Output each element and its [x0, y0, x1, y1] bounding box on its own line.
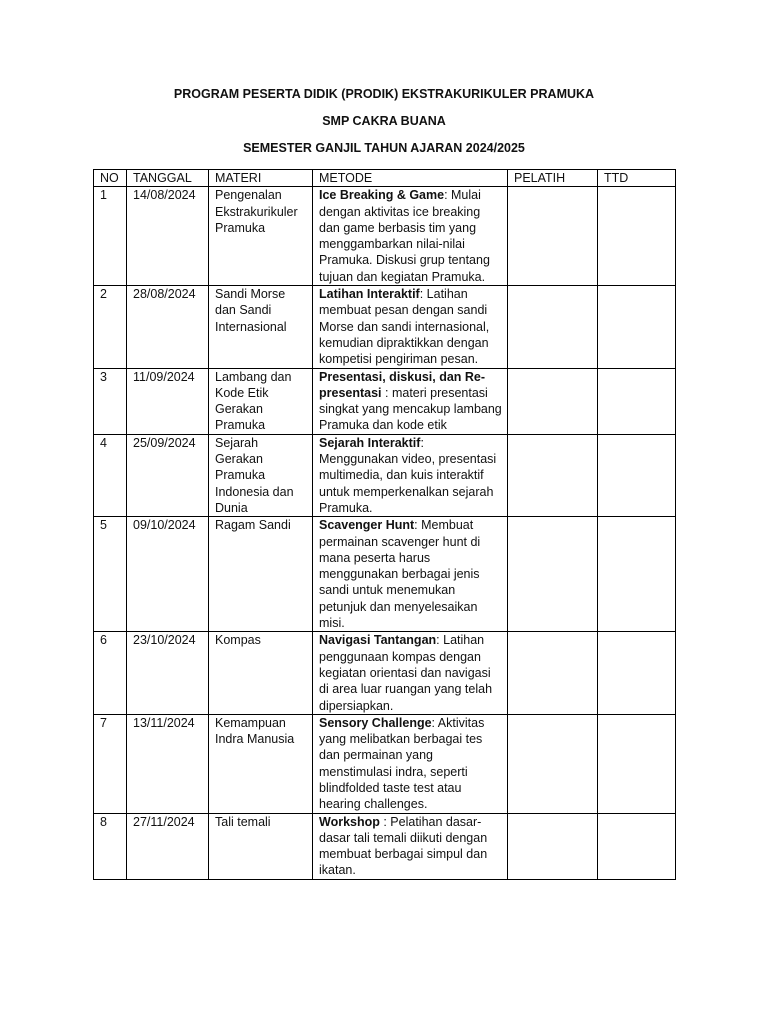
cell-tanggal: 11/09/2024 — [127, 368, 209, 434]
cell-pelatih — [508, 517, 598, 632]
metode-text: : Membuat permainan scavenger hunt di mana peserta harus menggunakan berbagai jenis sandi untuk menemukan petunjuk dan menyelesaikan misi. — [319, 518, 481, 631]
cell-ttd — [598, 286, 676, 368]
table-header-row — [94, 170, 676, 187]
cell-no: 1 — [94, 187, 127, 286]
cell-pelatih — [508, 368, 598, 434]
cell-metode — [313, 434, 508, 516]
cell-tanggal: 25/09/2024 — [127, 434, 209, 516]
cell-metode — [313, 813, 508, 879]
cell-ttd — [598, 813, 676, 879]
cell-no: 4 — [94, 434, 127, 516]
metode-text: : Latihan membuat pesan dengan sandi Morse dan sandi internasional, kemudian dipraktikkan dengan kompetisi pengiriman pesan. — [319, 287, 490, 367]
metode-text: : Latihan penggunaan kompas dengan kegiatan orientasi dan navigasi di area luar ruangan yang telah dipersiapkan. — [319, 633, 493, 713]
metode-text: : Aktivitas yang melibatkan berbagai tes dan permainan yang menstimulasi indra, seperti blindfolded taste test atau hearing challenges. — [319, 715, 485, 812]
metode-text: : Pelatihan dasar-dasar tali temali diikuti dengan membuat berbagai simpul dan ikatan. — [319, 814, 488, 878]
metode-lead: Sensory Challenge — [319, 715, 432, 730]
cell-tanggal: 09/10/2024 — [127, 517, 209, 632]
metode-lead: Ice Breaking & Game — [319, 188, 445, 203]
cell-pelatih — [508, 434, 598, 516]
table-row — [94, 632, 676, 714]
cell-metode — [313, 517, 508, 632]
cell-ttd — [598, 517, 676, 632]
cell-materi: Pengenalan Ekstrakurikuler Pramuka — [209, 187, 313, 286]
cell-no: 7 — [94, 714, 127, 813]
cell-materi: Ragam Sandi — [209, 517, 313, 632]
cell-tanggal: 13/11/2024 — [127, 714, 209, 813]
cell-metode — [313, 368, 508, 434]
header-metode: METODE — [313, 170, 508, 187]
cell-metode — [313, 187, 508, 286]
document-header — [0, 86, 768, 167]
header-tanggal: TANGGAL — [127, 170, 209, 187]
cell-tanggal: 14/08/2024 — [127, 187, 209, 286]
cell-pelatih — [508, 286, 598, 368]
header-materi: MATERI — [209, 170, 313, 187]
metode-lead: Latihan Interaktif — [319, 287, 420, 302]
metode-text: : Menggunakan video, presentasi multimedia, dan kuis interaktif untuk memperkenalkan sejarah Pramuka. — [319, 435, 497, 515]
cell-tanggal: 28/08/2024 — [127, 286, 209, 368]
metode-lead: Sejarah Interaktif — [319, 435, 421, 450]
cell-materi: Sandi Morse dan Sandi Internasional — [209, 286, 313, 368]
table-row — [94, 434, 676, 516]
cell-metode — [313, 714, 508, 813]
cell-ttd — [598, 187, 676, 286]
cell-tanggal: 23/10/2024 — [127, 632, 209, 714]
table-row — [94, 813, 676, 879]
cell-pelatih — [508, 813, 598, 879]
header-ttd: TTD — [598, 170, 676, 187]
cell-materi: Lambang dan Kode Etik Gerakan Pramuka — [209, 368, 313, 434]
metode-lead: Workshop — [319, 814, 380, 829]
cell-materi: Sejarah Gerakan Pramuka Indonesia dan Dunia — [209, 434, 313, 516]
cell-materi: Kompas — [209, 632, 313, 714]
cell-materi: Tali temali — [209, 813, 313, 879]
header-no: NO — [94, 170, 127, 187]
cell-pelatih — [508, 714, 598, 813]
metode-text: : Mulai dengan aktivitas ice breaking dan game berbasis tim yang menggambarkan nilai-nilai Pramuka. Diskusi grup tentang tujuan dan kegiatan Pramuka. — [319, 188, 490, 284]
cell-pelatih — [508, 632, 598, 714]
cell-no: 5 — [94, 517, 127, 632]
metode-lead: Presentasi, diskusi, dan Re-presentasi — [319, 369, 486, 400]
cell-no: 2 — [94, 286, 127, 368]
cell-metode — [313, 286, 508, 368]
metode-lead: Navigasi Tantangan — [319, 633, 437, 648]
cell-materi: Kemampuan Indra Manusia — [209, 714, 313, 813]
cell-tanggal: 27/11/2024 — [127, 813, 209, 879]
table-row — [94, 286, 676, 368]
table-row — [94, 517, 676, 632]
metode-text: : materi presentasi singkat yang mencakup lambang Pramuka dan kode etik — [319, 385, 502, 433]
cell-metode — [313, 632, 508, 714]
table-row — [94, 187, 676, 286]
cell-no: 6 — [94, 632, 127, 714]
cell-ttd — [598, 714, 676, 813]
metode-lead: Scavenger Hunt — [319, 518, 415, 533]
program-title: PROGRAM PESERTA DIDIK (PRODIK) EKSTRAKURIKULER PRAMUKA — [173, 87, 595, 101]
schedule-table — [93, 169, 676, 880]
cell-ttd — [598, 632, 676, 714]
table-row — [94, 714, 676, 813]
cell-ttd — [598, 434, 676, 516]
school-name: SMP CAKRA BUANA — [322, 114, 446, 128]
cell-no: 3 — [94, 368, 127, 434]
cell-ttd — [598, 368, 676, 434]
table-row — [94, 368, 676, 434]
header-pelatih: PELATIH — [508, 170, 598, 187]
cell-no: 8 — [94, 813, 127, 879]
cell-pelatih — [508, 187, 598, 286]
semester-title: SEMESTER GANJIL TAHUN AJARAN 2024/2025 — [243, 141, 525, 155]
